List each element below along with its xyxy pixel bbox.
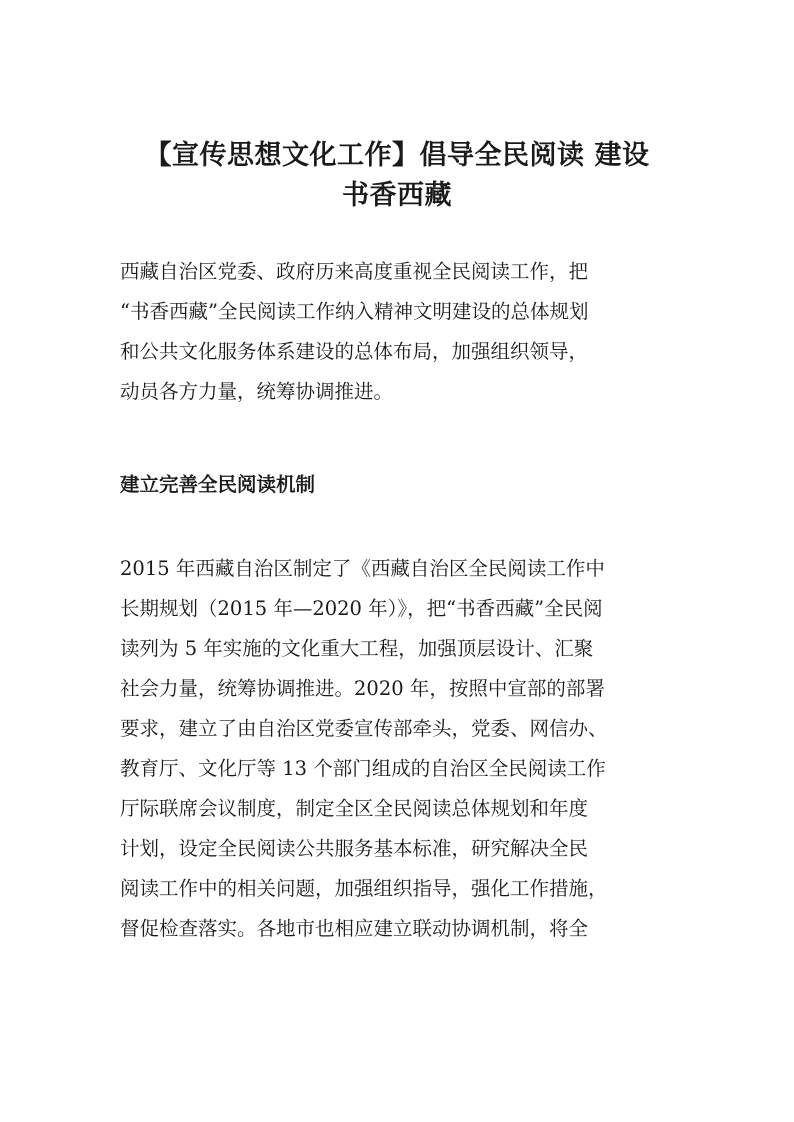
section-heading: 建立完善全民阅读机制 [120,473,316,496]
intro-paragraph-line: 动员各方力量，统筹协调推进。 [120,380,394,403]
body-paragraph-line: 督促检查落实。各地市也相应建立联动协调机制，将全 [120,917,589,940]
document-title-line-1: 【宣传思想文化工作】倡导全民阅读 建设 [144,140,650,171]
body-paragraph-line: 长期规划（2015 年—2020 年）》，把“书香西藏”全民阅 [120,597,603,620]
document-title-line-2: 书香西藏 [342,180,452,211]
body-paragraph-line: 2015 年西藏自治区制定了《西藏自治区全民阅读工作中 [120,557,605,580]
intro-paragraph-line: 和公共文化服务体系建设的总体布局，加强组织领导， [120,340,589,363]
body-paragraph-line: 读列为 5 年实施的文化重大工程，加强顶层设计、汇聚 [120,637,594,660]
body-paragraph-line: 教育厅、文化厅等 13 个部门组成的自治区全民阅读工作 [120,757,606,780]
body-paragraph-line: 社会力量，统筹协调推进。2020 年，按照中宣部的部署 [120,677,605,700]
body-paragraph-line: 阅读工作中的相关问题，加强组织指导，强化工作措施， [120,877,608,900]
body-paragraph-line: 要求，建立了由自治区党委宣传部牵头，党委、网信办、 [120,717,608,740]
body-paragraph-line: 计划，设定全民阅读公共服务基本标准，研究解决全民 [120,837,589,860]
intro-paragraph-line: 西藏自治区党委、政府历来高度重视全民阅读工作，把 [120,260,589,283]
body-paragraph-line: 厅际联席会议制度，制定全区全民阅读总体规划和年度 [120,797,589,820]
intro-paragraph-line: “书香西藏”全民阅读工作纳入精神文明建设的总体规划 [120,300,589,323]
